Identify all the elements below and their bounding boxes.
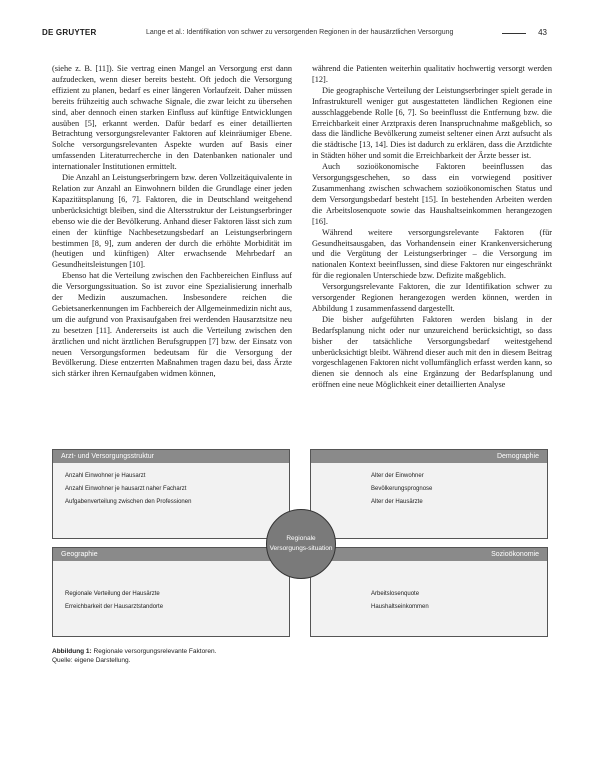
paragraph: Während weitere versorgungsrelevante Faktoren (für Gesundheitsausgaben, das Vorhandensein einer Krankenversicherung und die Vergütung der Leistungserbringer – die Versorgung im nationalen Kontext beeinflussen, sind diese Faktoren nur eingeschränkt für die regionalen Unterschiede bzw. Defizite maßgeblich. bbox=[312, 227, 552, 281]
factor-item: Regionale Verteilung der Hausärzte bbox=[65, 591, 160, 597]
factor-item: Aufgabenverteilung zwischen den Professionen bbox=[65, 499, 192, 505]
caption-label: Abbildung 1: bbox=[52, 648, 92, 655]
paragraph: Auch sozioökonomische Faktoren beeinflussen das Versorgungsgeschehen, so dass ein vorwiegend positiver Zusammenhang zwischen schwachem sozioökonomischen Status und dem Versorgungsbedarf besteht [15]. In bestehenden Arbeiten werden die Arbeitslosenquote sowie das Haushaltseinkommen herangezogen [16]. bbox=[312, 162, 552, 226]
factor-item: Haushaltseinkommen bbox=[371, 604, 429, 610]
center-circle bbox=[266, 509, 336, 579]
paragraph: Die bisher aufgeführten Faktoren werden bislang in der Bedarfsplanung nicht oder nur unzureichend berücksichtigt, so dass bisher der tatsächliche Versorgungsbedarf weitestgehend unberücksichtigt bleibt. Während dieser auch mit den in diesem Beitrag vorgeschlagenen Faktoren nicht vollumfänglich erfasst werden kann, so dienen sie dennoch als eine Ergänzung der Bedarfsplanung und eröffnen eine neue Möglichkeit einer detaillierten Analyse bbox=[312, 314, 552, 390]
factor-item: Alter der Hausärzte bbox=[371, 499, 423, 505]
left-column bbox=[52, 64, 292, 380]
quadrant-title: Geographie bbox=[53, 548, 289, 561]
paragraph: Die geographische Verteilung der Leistungserbringer spielt gerade in Infrastrukturell weniger gut ausgestatteten ländlichen Regionen eine ausschlaggebende Rolle [6, 7]. So beeinflusst die Entfernung bzw. die Erreichbarkeit einer Arztpraxis deren Inanspruchnahme maßgeblich, so dass die ländliche Bevölkerung zumeist seltener einen Arzt aufsucht als die städtische [13, 14]. Dies ist dadurch zu erklären, dass die Arztdichte in Städten höher und somit die Erreichbarkeit der Ärzte besser ist. bbox=[312, 85, 552, 161]
paragraph: während die Patienten weiterhin qualitativ hochwertig versorgt werden [12]. bbox=[312, 64, 552, 84]
factor-item: Anzahl Einwohner je Hausarzt bbox=[65, 473, 146, 479]
figure-caption bbox=[52, 647, 216, 665]
paragraph: Ebenso hat die Verteilung zwischen den Fachbereichen Einfluss auf die Versorgungssituation. So ist zuvor eine Spezialisierung innerhalb der Medizin auszumachen. Insbesondere reichen die Gebietsanerkennungen im Fachbereich der Allgemeinmedizin nicht aus, um die aufgrund von Praxisaufgaben frei werdenden Hausarztsitze neu zu besetzen [11]. Andererseits ist auch die Verteilung zwischen den ärztlichen und nicht ärztlichen Berufsgruppen [7] bzw. der Einsatz von neuen Versorgungsformen bedeutsam für die Versorgung der Bevölkerung. Diese entzerrten Maßnahmen tragen dazu bei, dass Ärzte sich stärker ihren Kernaufgaben widmen können, bbox=[52, 271, 292, 379]
factor-item: Arbeitslosenquote bbox=[371, 591, 420, 597]
paragraph: Die Anzahl an Leistungserbringern bzw. deren Vollzeitäquivalente in Relation zur Anzahl an Einwohnern bilden die Grundlage einer jeden Kapazitätsplanung [6, 7]. Faktoren, die in Deutschland weitgehend unberücksichtigt bleiben, sind die Altersstruktur der Leistungserbringer ebenso wie die der Bevölkerung. Anhand dieser Faktoren lässt sich zum einen der künftige Nachbesetzungsbedarf an Leistungserbringern bestimmen [8, 9], zum anderen der durch die erhöhte Morbidität im (heutigen und künftigen) Alter erwachsende Mehrbedarf an Gesundheitsleistungen [10]. bbox=[52, 173, 292, 270]
quadrant-soziooekonomie bbox=[310, 547, 548, 637]
publisher-name: DE GRUYTER bbox=[42, 28, 97, 37]
quadrant-title: Arzt- und Versorgungsstruktur bbox=[53, 450, 289, 463]
caption-text: Regionale versorgungsrelevante Faktoren. bbox=[93, 648, 217, 655]
page-number: 43 bbox=[538, 28, 547, 37]
quadrant-demographie bbox=[310, 449, 548, 539]
center-label: Regionale Versorgungs-situation bbox=[269, 535, 333, 552]
right-column bbox=[312, 64, 552, 391]
factor-item: Alter der Einwohner bbox=[371, 473, 424, 479]
quadrant-arzt-struktur bbox=[52, 449, 290, 539]
page-header bbox=[42, 27, 547, 41]
paragraph: (siehe z. B. [11]). Sie vertrag einen Mangel an Versorgung erst dann aufzudecken, wenn dieser bereits besteht. Oft jedoch die Versorgung effizient zu planen, bedarf es einer längeren Vorlaufzeit. Daher müssen bereits frühzeitig auch schwache Signale, die zwar leicht zu übersehen sind, aber dennoch einen starken Einfluss auf künftige Entwicklungen ausüben [5], erkannt werden. Dafür bedarf es einer detaillierten Betrachtung versorgungsrelevanter Faktoren auf kleinräumiger Ebene. Solche versorgungsrelevanten Aspekte wurden auf Basis einer umfassenden Literaturrecherche in den Datenbanken nationaler und internationaler Institutionen ermittelt. bbox=[52, 64, 292, 172]
quadrant-title: Demographie bbox=[311, 450, 547, 463]
paragraph: Versorgungsrelevante Faktoren, die zur Identifikation schwer zu versorgender Regionen herangezogen werden können, werden in Abbildung 1 zusammenfassend dargestellt. bbox=[312, 282, 552, 313]
factor-item: Bevölkerungsprognose bbox=[371, 486, 433, 492]
figure-factors bbox=[52, 449, 552, 638]
header-rule bbox=[502, 33, 526, 34]
factor-item: Anzahl Einwohner je hausarzt naher Facharzt bbox=[65, 486, 187, 492]
quadrant-title: Sozioökonomie bbox=[311, 548, 547, 561]
running-title: Lange et al.: Identifikation von schwer zu versorgenden Regionen in der hausärztlichen Versorgung bbox=[146, 29, 454, 36]
factor-item: Erreichbarkeit der Hausarztstandorte bbox=[65, 604, 164, 610]
caption-source: Quelle: eigene Darstellung. bbox=[52, 657, 131, 664]
quadrant-geographie bbox=[52, 547, 290, 637]
